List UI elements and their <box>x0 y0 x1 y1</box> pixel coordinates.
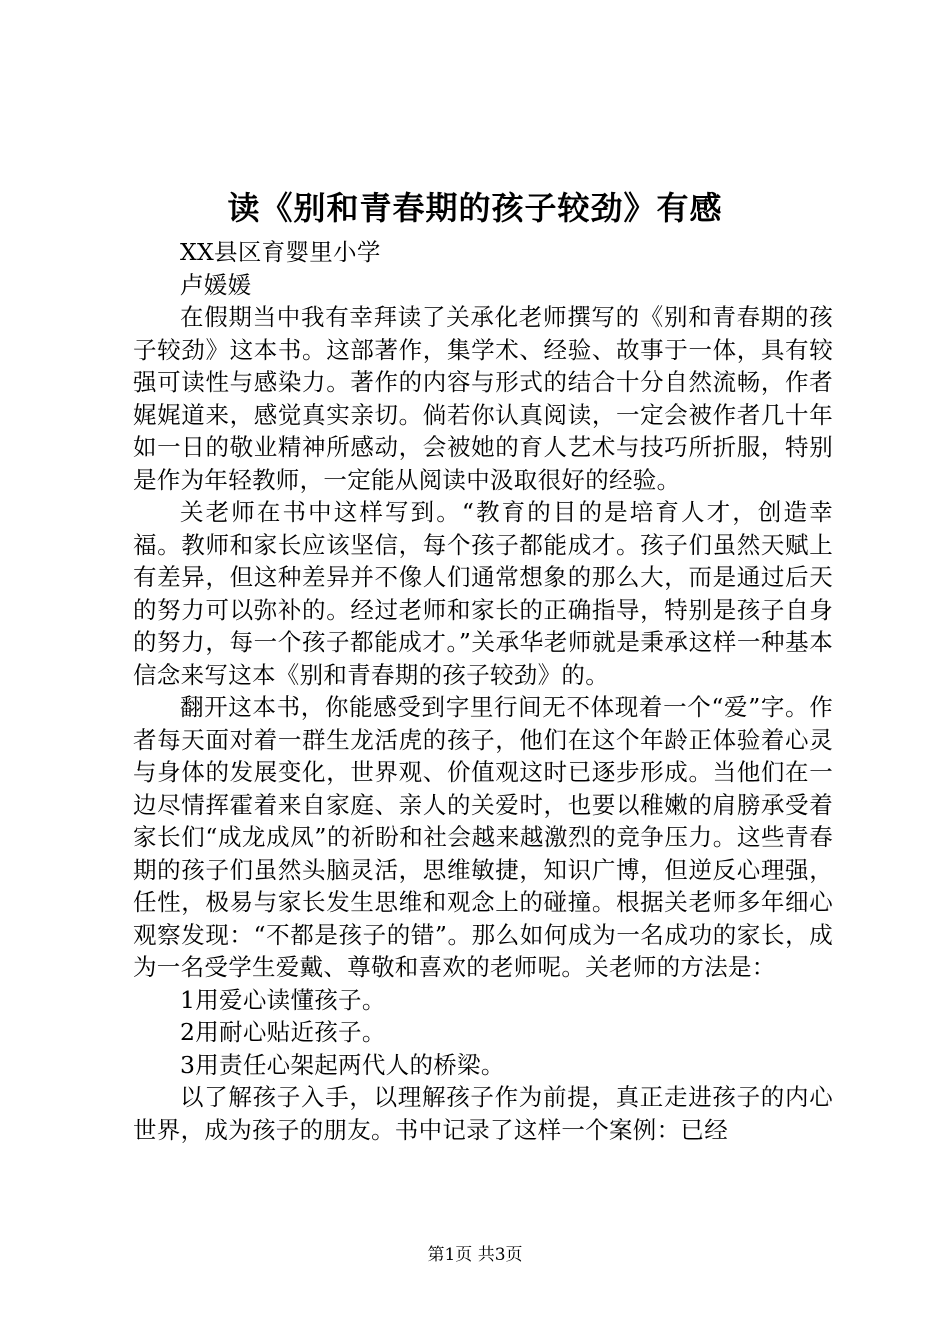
method-item-1: 1用爱心读懂孩子。 <box>180 985 386 1014</box>
paragraph-3: 翻开这本书，你能感受到字里行间无不体现着一个“爱”字。作者每天面对着一群生龙活虎的孩子，他们在这个年龄正体验着心灵与身体的发展变化，世界观、价值观这时已逐步形成。当他们在一边尽情挥霍着来自家庭、亲人的关爱时，也要以稚嫩的肩膀承受着家长们“成龙成凤”的祈盼和社会越来越激烈的竞争压力。这些青春期的孩子们虽然头脑灵活，思维敏捷，知识广博，但逆反心理强，任性，极易与家长发生思维和观念上的碰撞。根据关老师多年细心观察发现：“不都是孩子的错”。那么如何成为一名成功的家长，成为一名受学生爱戴、尊敬和喜欢的老师呢。关老师的方法是： <box>133 693 833 981</box>
method-item-2: 2用耐心贴近孩子。 <box>180 1018 386 1046</box>
document-title: 读《别和青春期的孩子较劲》有感 <box>227 189 723 227</box>
paragraph-closing: 以了解孩子入手，以理解孩子作为前提，真正走进孩子的内心世界，成为孩子的朋友。书中记录了这样一个案例：已经 <box>133 1083 833 1144</box>
school-name: XX县区育婴里小学 <box>180 238 381 266</box>
paragraph-1: 在假期当中我有幸拜读了关承化老师撰写的《别和青春期的孩子较劲》这本书。这部著作，集学术、经验、故事于一体，具有较强可读性与感染力。著作的内容与形式的结合十分自然流畅，作者娓娓道来，感觉真实亲切。倘若你认真阅读，一定会被作者几十年如一日的敬业精神所感动，会被她的育人艺术与技巧所折服，特别是作为年轻教师，一定能从阅读中汲取很好的经验。 <box>133 303 833 494</box>
author-name: 卢媛媛 <box>180 270 252 299</box>
document-body <box>133 236 833 1146</box>
paragraph-2: 关老师在书中这样写到。“教育的目的是培育人才，创造幸福。教师和家长应该坚信，每个孩子都能成才。孩子们虽然天赋上有差异，但这种差异并不像人们通常想象的那么大，而是通过后天的努力可以弥补的。经过老师和家长的正确指导，特别是孩子自身的努力，每一个孩子都能成才。”关承华老师就是秉承这样一种基本信念来写这本《别和青春期的孩子较劲》的。 <box>133 498 833 689</box>
method-item-3: 3用责任心架起两代人的桥梁。 <box>180 1050 505 1079</box>
page-footer: 第1页 共3页 <box>427 1245 523 1265</box>
